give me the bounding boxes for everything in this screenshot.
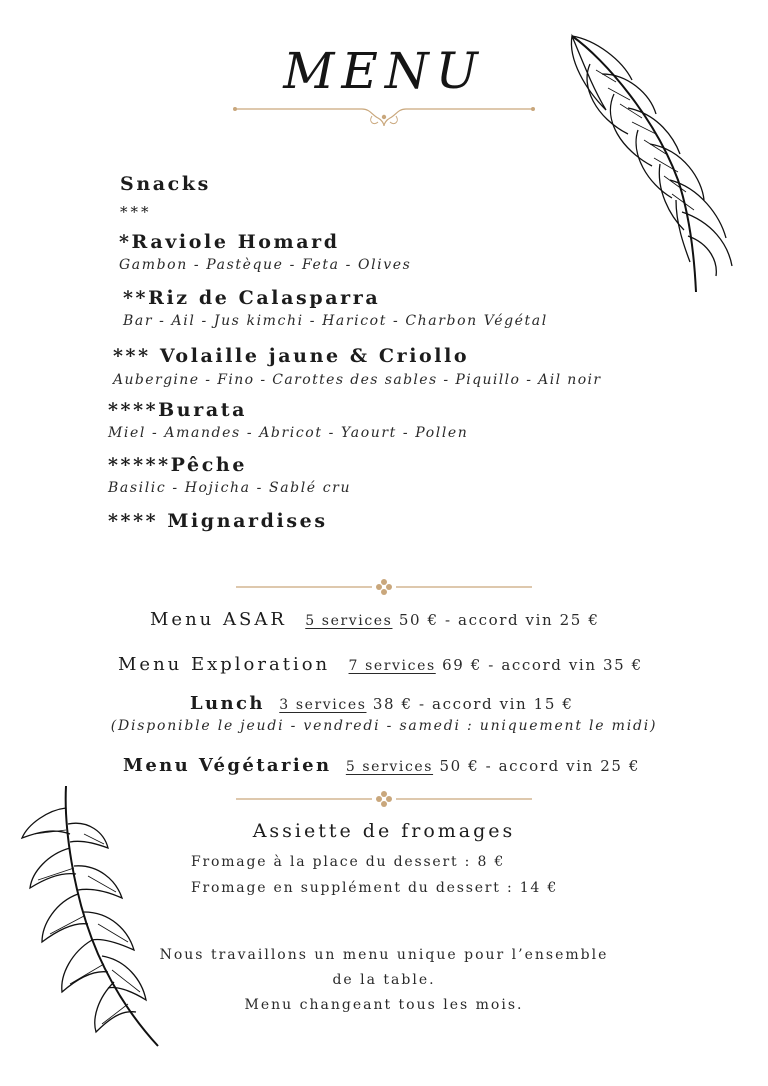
lunch-availability-note: (Disponible le jeudi - vendredi - samedi : uniquement le midi) bbox=[110, 718, 658, 734]
dish-riz-de-calasparra: **Riz de Calasparra bbox=[123, 287, 381, 309]
dish-volaille-jaune-ingredients: Aubergine - Fino - Carottes des sables - Piquillo - Ail noir bbox=[113, 372, 602, 388]
dish-mignardises: **** Mignardises bbox=[108, 510, 328, 532]
menu-vegetarien-line bbox=[123, 755, 640, 776]
menu-lunch-name: Lunch bbox=[190, 693, 265, 714]
menu-vegetarien-price: 50 € - accord vin 25 € bbox=[439, 757, 641, 775]
menu-exploration-line bbox=[118, 654, 643, 675]
cheese-title: Assiette de fromages bbox=[252, 820, 516, 842]
menu-vegetarien-services: 5 services bbox=[345, 759, 434, 775]
dish-raviole-homard-ingredients: Gambon - Pastèque - Feta - Olives bbox=[119, 257, 412, 273]
cheese-line-supplement: Fromage en supplément du dessert : 14 € bbox=[191, 880, 559, 896]
dish-snacks: Snacks bbox=[120, 173, 211, 195]
footer-note bbox=[0, 943, 768, 1018]
menu-asar-line bbox=[150, 609, 599, 630]
menu-exploration-price: 69 € - accord vin 35 € bbox=[442, 656, 643, 674]
menu-asar-name: Menu ASAR bbox=[150, 609, 287, 630]
footer-line: Nous travaillons un menu unique pour l’ensemble bbox=[159, 947, 609, 963]
dish-burata-ingredients: Miel - Amandes - Abricot - Yaourt - Pollen bbox=[108, 425, 469, 441]
footer-line: de la table. bbox=[332, 972, 436, 988]
menu-asar-services: 5 services bbox=[305, 613, 393, 629]
dish-separator: *** bbox=[120, 203, 152, 221]
dish-raviole-homard: *Raviole Homard bbox=[119, 231, 340, 253]
ornament-divider-icon bbox=[232, 100, 536, 132]
ornament-divider-icon bbox=[232, 790, 536, 808]
menu-lunch-price: 38 € - accord vin 15 € bbox=[372, 695, 574, 713]
dish-burata: ****Burata bbox=[108, 399, 248, 421]
dish-peche: *****Pêche bbox=[108, 454, 248, 476]
menu-exploration-services: 7 services bbox=[348, 658, 436, 674]
menu-lunch-line bbox=[190, 693, 573, 714]
menu-vegetarien-name: Menu Végétarien bbox=[123, 755, 332, 776]
dish-riz-de-calasparra-ingredients: Bar - Ail - Jus kimchi - Haricot - Charbon Végétal bbox=[123, 313, 548, 329]
ornament-divider-icon bbox=[232, 578, 536, 596]
dish-peche-ingredients: Basilic - Hojicha - Sablé cru bbox=[108, 480, 352, 496]
cheese-line-replace: Fromage à la place du dessert : 8 € bbox=[191, 854, 506, 870]
menu-lunch-services: 3 services bbox=[279, 697, 367, 713]
menu-exploration-name: Menu Exploration bbox=[118, 654, 331, 675]
feather-icon bbox=[566, 30, 738, 298]
dish-volaille-jaune: *** Volaille jaune & Criollo bbox=[113, 345, 470, 367]
page-title: MENU bbox=[283, 42, 485, 100]
menu-asar-price: 50 € - accord vin 25 € bbox=[398, 611, 600, 629]
footer-line: Menu changeant tous les mois. bbox=[244, 997, 524, 1013]
